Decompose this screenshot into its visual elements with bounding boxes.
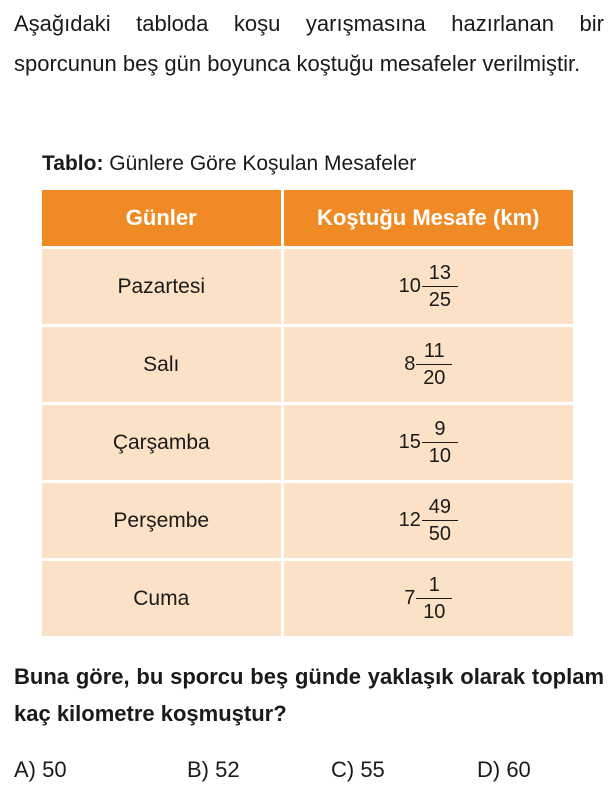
- table-row: [42, 404, 573, 482]
- table-row: [42, 482, 573, 560]
- whole-part: 15: [398, 431, 421, 453]
- header-distance: Koştuğu Mesafe (km): [282, 190, 573, 248]
- numerator: 9: [422, 417, 458, 443]
- day-cell: Salı: [42, 326, 282, 404]
- mixed-number: [404, 339, 452, 390]
- table-header-row: [42, 190, 573, 248]
- mixed-number: [404, 573, 452, 624]
- header-days: Günler: [42, 190, 282, 248]
- intro-text: Aşağıdaki tabloda koşu yarışmasına hazırlanan bir sporcunun beş gün boyunca koştuğu mesafeler verilmiştir.: [14, 11, 604, 76]
- table-caption: [42, 150, 416, 178]
- table-row: [42, 326, 573, 404]
- numerator: 13: [422, 261, 458, 287]
- denominator: 10: [423, 601, 446, 623]
- choice-d[interactable]: D) 60: [477, 757, 531, 782]
- fraction: [416, 573, 452, 624]
- denominator: 20: [423, 367, 446, 389]
- fraction: [422, 261, 458, 312]
- distance-cell: [282, 404, 573, 482]
- denominator: 50: [428, 523, 451, 545]
- numerator: 11: [416, 339, 452, 365]
- denominator: 25: [428, 289, 451, 311]
- choice-a[interactable]: A) 50: [14, 757, 67, 782]
- day-cell: Çarşamba: [42, 404, 282, 482]
- numerator: 1: [416, 573, 452, 599]
- whole-part: 10: [398, 275, 421, 297]
- mixed-number: [399, 417, 458, 468]
- caption-text: Günlere Göre Koşulan Mesafeler: [103, 152, 417, 175]
- question-text: Buna göre, bu sporcu beş günde yaklaşık olarak toplam kaç kilometre koşmuştur?: [14, 664, 604, 726]
- day-cell: Cuma: [42, 560, 282, 637]
- distance-cell: [282, 248, 573, 326]
- mixed-number: [399, 261, 458, 312]
- fraction: [422, 417, 458, 468]
- denominator: 10: [428, 445, 451, 467]
- numerator: 49: [422, 495, 458, 521]
- distance-cell: [282, 326, 573, 404]
- caption-label: Tablo:: [42, 152, 104, 175]
- choice-c[interactable]: C) 55: [331, 757, 385, 782]
- distance-cell: [282, 482, 573, 560]
- fraction: [422, 495, 458, 546]
- distance-table: [42, 190, 573, 636]
- day-cell: Pazartesi: [42, 248, 282, 326]
- whole-part: 12: [398, 509, 421, 531]
- whole-part: 7: [404, 587, 416, 609]
- choice-b[interactable]: B) 52: [187, 757, 240, 782]
- day-cell: Perşembe: [42, 482, 282, 560]
- table-row: [42, 248, 573, 326]
- fraction: [416, 339, 452, 390]
- mixed-number: [399, 495, 458, 546]
- distance-cell: [282, 560, 573, 637]
- whole-part: 8: [404, 353, 416, 375]
- table-row: [42, 560, 573, 637]
